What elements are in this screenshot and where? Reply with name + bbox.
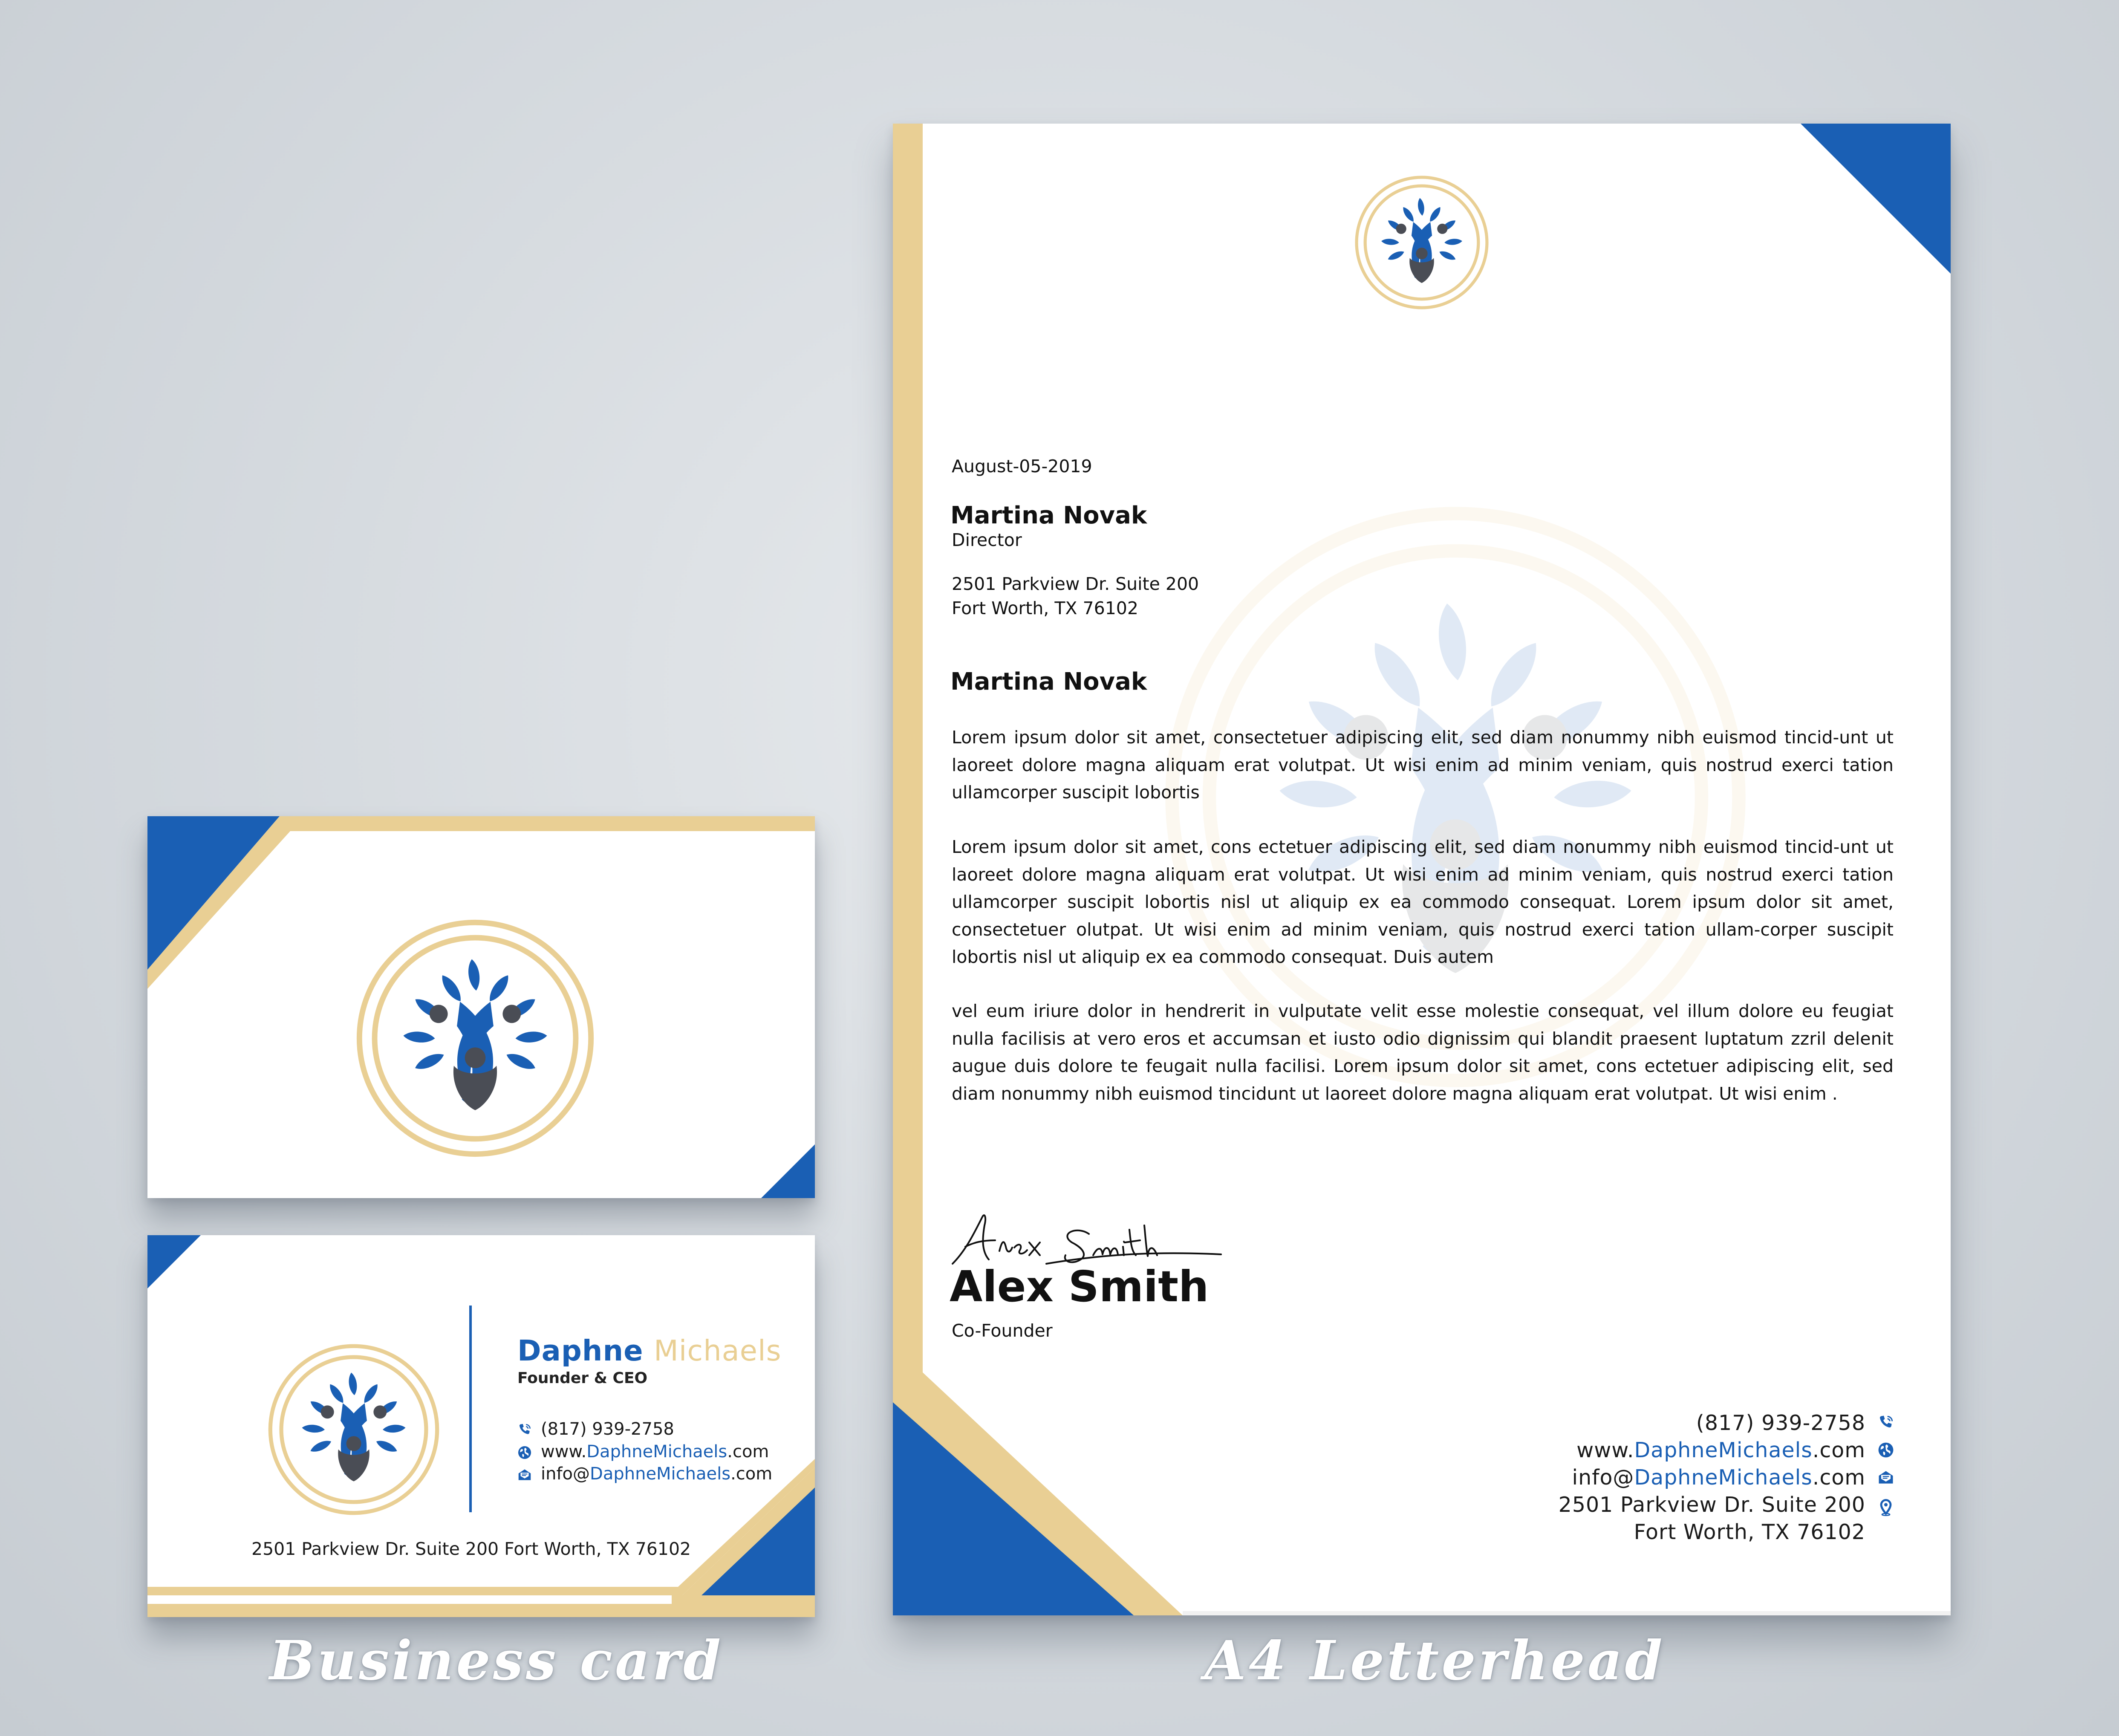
letter-paragraph: Lorem ipsum dolor sit amet, consectetuer adipiscing elit, sed diam nonummy nibh euismod tincid-unt ut laoreet dolore magna aliquam erat volutpat. Ut wisi enim ad minim veniam, quis nostrud exerci tation ullamcorper suscipit lobortis <box>952 727 1894 803</box>
letterhead-email <box>1572 1465 1865 1490</box>
business-card-back <box>147 1235 815 1617</box>
business-card-caption: Business card <box>269 1629 724 1692</box>
letterhead-address-line-1: 2501 Parkview Dr. Suite 200 <box>1558 1493 1865 1517</box>
letterhead-caption: A4 Letterhead <box>1204 1629 1665 1692</box>
letterhead-phone: (817) 939-2758 <box>1696 1411 1865 1435</box>
a4-letterhead <box>893 124 1951 1615</box>
website-suffix: .com <box>727 1442 769 1462</box>
letterhead-address-line-2: Fort Worth, TX 76102 <box>1634 1520 1865 1544</box>
globe-icon <box>1876 1441 1895 1459</box>
mail-icon <box>517 1467 533 1483</box>
email-suffix: .com <box>1812 1465 1865 1490</box>
email-suffix: .com <box>730 1464 773 1484</box>
website-prefix: www. <box>541 1442 587 1462</box>
signer-title: Co-Founder <box>952 1320 1053 1341</box>
card-phone: (817) 939-2758 <box>541 1419 674 1439</box>
salutation: Martina Novak <box>950 668 1147 696</box>
website-prefix: www. <box>1576 1438 1634 1462</box>
company-logo <box>266 1342 442 1517</box>
globe-icon <box>517 1444 533 1461</box>
website-brand: DaphneMichaels <box>1634 1438 1813 1462</box>
card-website <box>541 1442 769 1462</box>
email-brand: DaphneMichaels <box>1634 1465 1813 1490</box>
email-prefix: info@ <box>541 1464 590 1484</box>
card-holder-title: Founder & CEO <box>517 1369 648 1387</box>
card-address: 2501 Parkview Dr. Suite 200 Fort Worth, TX 76102 <box>251 1539 691 1559</box>
email-prefix: info@ <box>1572 1465 1634 1490</box>
signer-name: Alex Smith <box>950 1262 1209 1311</box>
website-suffix: .com <box>1812 1438 1865 1462</box>
recipient-address-line-2: Fort Worth, TX 76102 <box>952 598 1138 618</box>
business-card-front <box>147 816 815 1198</box>
mail-icon <box>1876 1468 1895 1487</box>
card-email <box>541 1464 772 1484</box>
letterhead-website <box>1576 1438 1865 1462</box>
phone-icon <box>517 1422 533 1438</box>
website-brand: DaphneMichaels <box>586 1442 728 1462</box>
card-back-corner-decor <box>147 1235 815 1617</box>
phone-icon <box>1876 1413 1895 1432</box>
last-name: Michaels <box>653 1334 782 1367</box>
location-pin-icon <box>1876 1494 1895 1519</box>
first-name: Daphne <box>517 1334 644 1367</box>
letterhead-logo <box>1353 174 1490 311</box>
card-holder-name <box>517 1334 781 1367</box>
company-logo <box>353 916 597 1160</box>
letter-paragraph: vel eum iriure dolor in hendrerit in vulputate velit esse molestie consequat, vel illum dolore eu feugiat nulla facilisis at vero eros et accumsan et iusto odio dignissim qui blandit praesent luptatum zzril delenit augue duis dolore te feugait nulla facilisi. Lorem ipsum dolor sit amet, cons ectetuer adipiscing elit, sed diam nonummy nibh euismod tincidunt ut laoreet dolore magna aliquam erat volutpat. Ut wisi enim . <box>952 1001 1894 1104</box>
recipient-title: Director <box>952 530 1022 550</box>
recipient-name: Martina Novak <box>950 502 1147 529</box>
email-brand: DaphneMichaels <box>590 1464 731 1484</box>
letter-date: August-05-2019 <box>952 456 1092 477</box>
letter-paragraph: Lorem ipsum dolor sit amet, cons ectetuer adipiscing elit, sed diam nonummy nibh euismod tincid-unt ut laoreet dolore magna aliquam erat volutpat. Ut wisi enim ad minim veniam, quis nostrud exerci tation ullamcorper suscipit lobortis nisl ut aliquip ex ea commodo consequat. Lorem ipsum dolor sit amet, consectetuer olutpat. Ut wisi enim ad minim veniam, quis nostrud exerci tation ullam-corper suscipit lobortis nisl ut aliquip ex ea commodo consequat. Duis autem <box>952 837 1894 967</box>
recipient-address-line-1: 2501 Parkview Dr. Suite 200 <box>952 574 1199 594</box>
